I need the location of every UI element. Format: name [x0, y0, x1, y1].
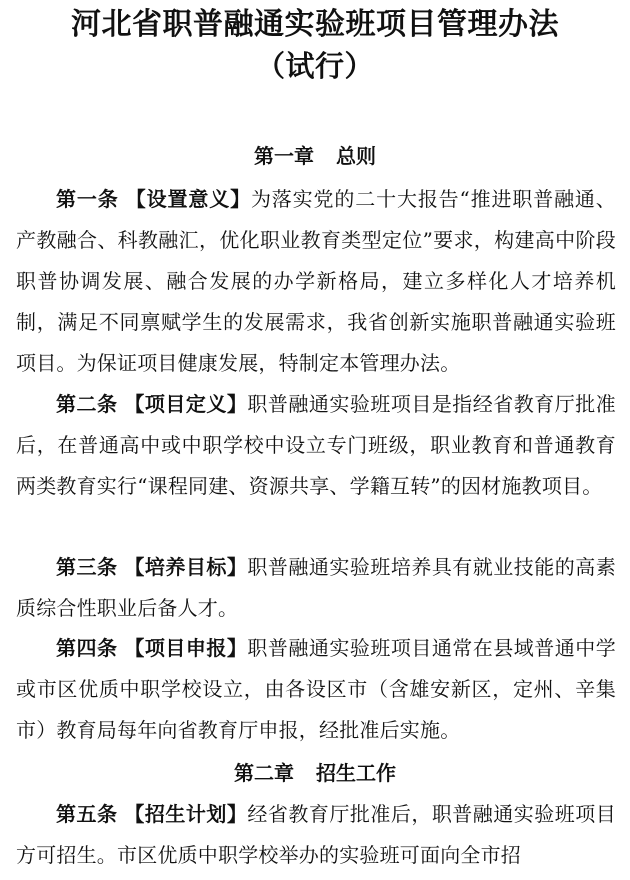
- article-text: 职普融通实验班项目通常在县域普通中学或市区优质中职学校设立，由各设区市（含雄安新区，定州、辛集市）教育局每年向省教育厅申报，经批准后实施。: [16, 636, 616, 742]
- chapter-number: 第二章: [234, 761, 294, 785]
- article-5: [16, 794, 616, 876]
- article-heading: 【项目申报】: [124, 636, 248, 660]
- chapter-heading: [0, 758, 630, 788]
- chapter-number: 第一章: [254, 144, 314, 168]
- article-2: [16, 384, 616, 507]
- article-text: 职普融通实验班项目是指经省教育厅批准后，在普通高中或中职学校中设立专门班级，职业教育和普通教育两类教育实行“课程同建、资源共享、学籍互转”的因材施教项目。: [16, 392, 616, 498]
- article-text: 经省教育厅批准后，职普融通实验班项目方可招生。市区优质中职学校举办的实验班可面向全市招: [16, 802, 616, 867]
- article-text: 职普融通实验班培养具有就业技能的高素质综合性职业后备人才。: [16, 555, 616, 620]
- article-heading: 【培养目标】: [124, 555, 248, 579]
- article-text: 为落实党的二十大报告“推进职普融通、产教融合、科教融汇，优化职业教育类型定位”要求，构建高中阶段职普协调发展、融合发展的办学新格局，建立多样化人才培养机制，满足不同禀赋学生的发展需求，我省创新实施职普融通实验班项目。为保证项目健康发展，特制定本管理办法。: [16, 187, 616, 375]
- article-3: [16, 547, 616, 629]
- article-number: 第四条: [56, 636, 118, 660]
- article-heading: 【项目定义】: [124, 392, 248, 416]
- article-4: [16, 628, 616, 751]
- article-number: 第二条: [56, 392, 118, 416]
- article-1: [16, 179, 616, 384]
- article-number: 第五条: [56, 802, 118, 826]
- chapter-name: 招生工作: [316, 761, 396, 785]
- chapter-name: 总则: [336, 144, 376, 168]
- article-number: 第三条: [56, 555, 118, 579]
- article-number: 第一条: [56, 187, 119, 211]
- document-title: 河北省职普融通实验班项目管理办法: [71, 7, 559, 42]
- article-heading: 【招生计划】: [124, 802, 248, 826]
- chapter-heading: [0, 141, 630, 171]
- document-subtitle: （试行）: [255, 49, 374, 83]
- article-heading: 【设置意义】: [125, 187, 251, 211]
